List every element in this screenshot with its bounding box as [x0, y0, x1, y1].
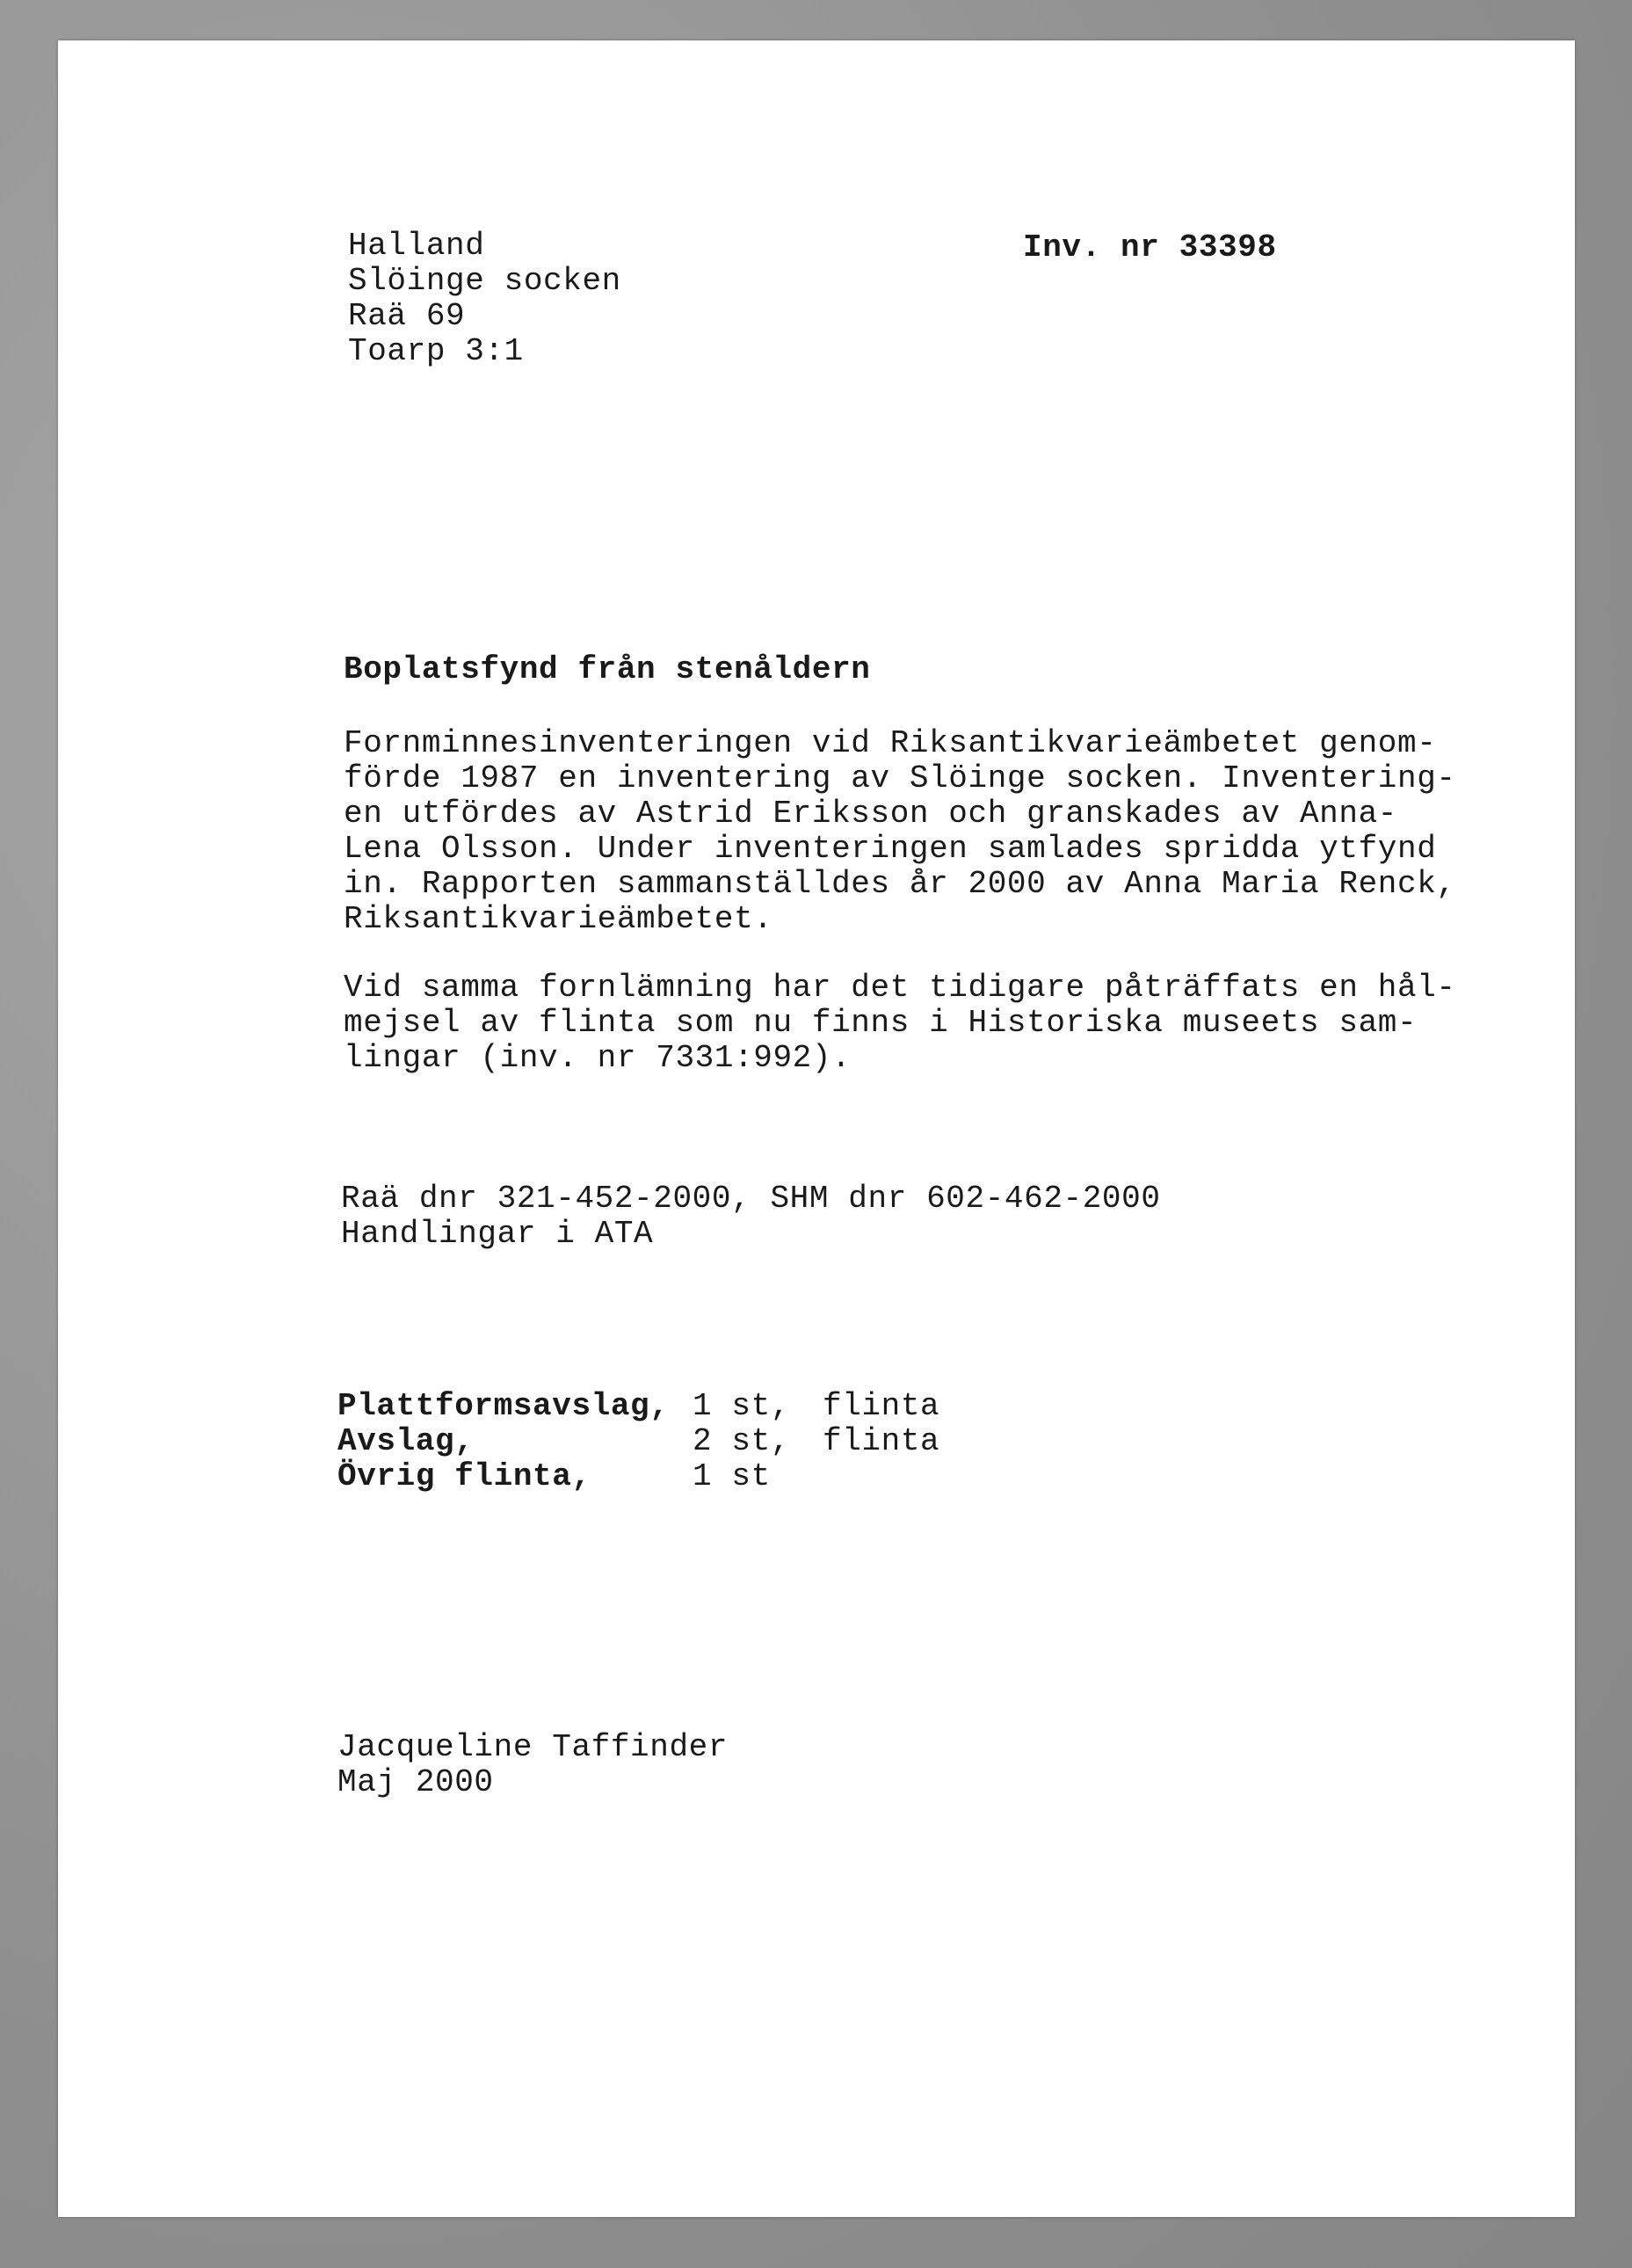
- reference-archive: Handlingar i ATA: [341, 1216, 654, 1252]
- find-name: Avslag,: [337, 1423, 475, 1459]
- find-material: flinta: [823, 1388, 940, 1424]
- location-rae-number: Raä 69: [348, 298, 466, 334]
- list-item: [337, 1423, 940, 1459]
- paragraph-line: Lena Olsson. Under inventeringen samlades spridda ytfynd: [344, 831, 1437, 867]
- find-material: flinta: [823, 1423, 940, 1459]
- signature-date: Maj 2000: [337, 1764, 494, 1800]
- paragraph-line: in. Rapporten sammanställdes år 2000 av Anna Maria Renck,: [344, 866, 1456, 902]
- paragraph-earlier-find: [344, 970, 1456, 1076]
- document-title: Boplatsfynd från stenåldern: [344, 651, 871, 687]
- reference-dnr: Raä dnr 321-452-2000, SHM dnr 602-462-2000: [341, 1181, 1161, 1217]
- paragraph-line: Riksantikvarieämbetet.: [344, 901, 773, 937]
- signature-block: [337, 1730, 728, 1800]
- find-quantity: 1 st,: [693, 1388, 791, 1424]
- location-block: [348, 229, 621, 369]
- paragraph-line: lingar (inv. nr 7331:992).: [344, 1040, 852, 1076]
- paragraph-inventory-history: [344, 726, 1456, 937]
- find-quantity: 2 st,: [693, 1423, 791, 1459]
- location-parish: Slöinge socken: [348, 263, 621, 299]
- finds-list: [337, 1388, 940, 1494]
- inventory-number: Inv. nr 33398: [1023, 229, 1277, 265]
- paragraph-line: mejsel av flinta som nu finns i Historiska museets sam-: [344, 1005, 1418, 1041]
- find-name: Övrig flinta,: [337, 1458, 591, 1494]
- document-page: [58, 40, 1575, 2217]
- paragraph-line: Fornminnesinventeringen vid Riksantikvarieämbetet genom-: [344, 725, 1437, 761]
- signature-name: Jacqueline Taffinder: [337, 1729, 729, 1765]
- references-block: [341, 1181, 1161, 1252]
- location-county: Halland: [348, 228, 485, 264]
- paragraph-line: förde 1987 en inventering av Slöinge socken. Inventering-: [344, 760, 1456, 796]
- list-item: [337, 1458, 771, 1494]
- paragraph-line: en utfördes av Astrid Eriksson och granskades av Anna-: [344, 796, 1397, 832]
- list-item: [337, 1388, 940, 1424]
- find-quantity: 1 st: [693, 1458, 771, 1494]
- location-property: Toarp 3:1: [348, 333, 524, 369]
- find-name: Plattformsavslag,: [337, 1388, 670, 1424]
- paragraph-line: Vid samma fornlämning har det tidigare påträffats en hål-: [344, 970, 1456, 1006]
